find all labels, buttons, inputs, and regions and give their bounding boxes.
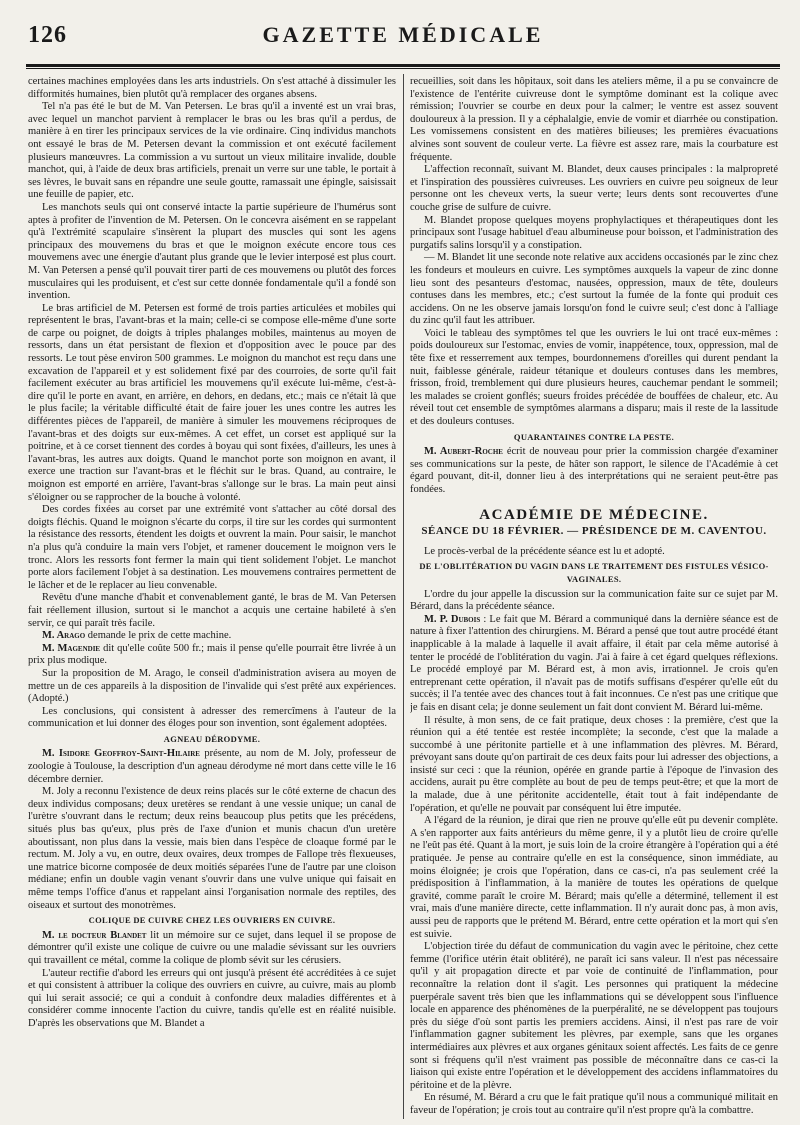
paragraph: Le procès-verbal de la précédente séance est lu et adopté. [424, 545, 665, 557]
paragraph [410, 446, 778, 496]
paragraph: Il résulte, à mon sens, de ce fait pratique, deux choses : la première, c'est que la réunion qui a été tentée est restée incomplète; la seconde, c'est que la malade a succombé à une péritonite partielle et à une inflammation des plèvres. M. Bérard, prévoyant sans doute qu'on partirait de ces deux faits pour lui adresser des objections, a insisté sur ceci : que la réunion, opérée en grande partie à l'époque de l'invasion des accidens, aurait pu être complète au bout de peu de temps peut-être; et que la mort de la malade, due à une péritonite accidentelle, était tout à fait indépendante de l'opération, et qu'elle ne pouvait par conséquent lui être imputée. [410, 714, 778, 814]
section-heading: AGNEAU DÉRODYME. [163, 733, 261, 744]
column-divider [403, 74, 404, 1119]
paragraph-text: dit qu'elle coûte 500 fr.; mais il pense qu'elle pourrait être livrée à un prix plus modique. [28, 642, 396, 667]
paragraph: L'auteur rectifie d'abord les erreurs qui ont jusqu'à présent été accréditées à ce sujet et qui consistent à attribuer la colique des ouvriers en cuivre, au cuivre, mais au plomb qui lui serait associé; ce qui a conduit à confondre deux maladies différentes et à considérer comme innocente l'action du cuivre, tandis qu'elle est en réalité nuisible. D'après les observations que M. Blandet a [28, 967, 396, 1029]
paragraph [28, 630, 396, 643]
paragraph: Les manchots seuls qui ont conservé intacte la partie supérieure de l'humérus sont aptes à profiter de l'invention de M. Petersen. On le concevra aisément en se rappelant qu'à l'extrémité scapulaire s'insèrent la plupart des muscles qui sont les agens principaux des mouvemens du bras et que le moignon exécute encore tous ces mouvemens avec une énergie d'autant plus grande que le levier interposé est plus court. M. Van Petersen a pensé qu'il pouvait tirer parti de ces mouvemens ou plutôt des forces musculaires qui les produisent, et c'est sur cette donnée fondamentale qu'il a fondé son invention. [28, 201, 396, 302]
paragraph [28, 930, 396, 968]
paragraph: En résumé, M. Bérard a cru que le fait pratique qu'il nous a communiqué militait en faveur de l'opération; je crois tout au contraire qu'il n'est propre qu'à la combattre. [410, 1092, 778, 1116]
paragraph: A l'égard de la réunion, je dirai que rien ne prouve qu'elle eût pu devenir complète. A s'en rapporter aux faits antérieurs du même genre, il y a plutôt lieu de croire qu'elle ne l'eût pas été. Quant à la mort, je suis loin de la croire étrangère à l'opération qui a été pratiquée. Je pense au contraire qu'elle en est la conséquence, sinon immédiate, au moins éloignée; je crois que l'opération, dans ce cas-ci, n'a pas seulement créé la prédisposition à l'inflammation, à la manière de toutes les opérations de quelque gravité, comme paraît le croire M. Bérard; mais qu'elle a déterminé, tellement il est vrai, mais d'une manière directe, cette inflammation. Il n'y aurait donc pas, à mon avis, aussi peu de rapports que le prétend M. Bérard, entre cette opération et la mort qui s'en est suivie. [410, 815, 778, 940]
header-rule-thin [26, 68, 780, 69]
journal-title: GAZETTE MÉDICALE [262, 22, 544, 47]
academy-heading: ACADÉMIE DE MÉDECINE. [479, 506, 709, 523]
speaker-name: M. Magendie [42, 642, 101, 654]
paragraph [28, 748, 396, 786]
speaker-name: M. Arago [42, 630, 86, 642]
speaker-name: M. le docteur Blandet [42, 929, 147, 941]
paragraph: Sur la proposition de M. Arago, le conseil d'administration avisera au moyen de mettre un de ces appareils à la disposition de l'invalide qui s'est prêté aux expériences. (Adopté.) [28, 667, 396, 705]
section-heading: QUARANTAINES CONTRE LA PESTE. [513, 431, 675, 442]
paragraph: L'affection reconnaît, suivant M. Blandet, deux causes principales : la malpropreté et l'inspiration des poussières cuivreuses. Les ouvriers en cuivre peu soigneux de leur personne ont les cheveux verts, la sueur verte; leurs dents sont recouvertes d'une couche grise de sulfure de cuivre. [410, 164, 778, 213]
left-column [28, 76, 396, 1116]
paragraph: — M. Blandet lit une seconde note relative aux accidens occasionés par le zinc chez les fondeurs et mouleurs en cuivre. Les symptômes auxquels la vapeur de zinc donne lieu sont des pesanteurs d'estomac, nausées, oppression, maux de tête, douleurs contuses dans les membres, etc.; c'est surtout la fumée de la fonte qui produit ces accidens. On ne les observe jamais lorsqu'on fond le cuivre seul; c'est donc à l'alliage du zinc qu'il faut les attribuer. [410, 252, 778, 327]
speaker-name: M. Aubert-Roche [424, 446, 503, 458]
paragraph: L'ordre du jour appelle la discussion sur la communication faite sur ce sujet par M. Bérard, dans la précédente séance. [410, 588, 778, 613]
paragraph [28, 643, 396, 668]
right-column [410, 76, 778, 1116]
paragraph: recueillies, soit dans les hôpitaux, soit dans les ateliers même, il a pu se convaincre de l'existence de l'entérite cuivreuse dont le symptôme dominant est la colique avec rémission; l'ouvrier se courbe en deux pour la calmer; le ventre est assez souvent douloureux à la pression. Il y a céphalalgie, envie de vomir et diarrhée ou constipation. Les vomissemens consistent en des matières bilieuses; les premières évacuations alvines sont souvent de couleur verte. La fièvre est assez rare, mais la courbature est fréquente. [410, 76, 778, 163]
paragraph: L'objection tirée du défaut de communication du vagin avec le péritoine, chez cette femme (l'orifice utérin était oblitéré), ne paraît ici sans valeur. Il n'est pas nécessaire qu'il y ait propagation directe et par voie de continuité de l'inflammation, pour reconnaître la relation dont il s'agit. Les personnes qui pratiquent la médecine puerpérale savent très bien que les inflammations qui se développent sous l'influence locale en apparence des phénomènes de la puerpéralité, ne se développent pas toujours près du siége d'où sont partis les premiers accidens. Ainsi, il n'est pas rare de voir l'inflammation gagner subitement les plèvres, par exemple, sans que les organes intermédiaires aux plèvres et aux organes génitaux soient affectés. Les faits de ce genre sont si fréquens qu'il n'est vraiment pas possible de méconnaître dans ce cas-ci la liaison qui existe entre l'opération et le développement des accidens inflammatoires du péritoine et de la plèvre. [410, 941, 778, 1091]
paragraph: M. Joly a reconnu l'existence de deux reins placés sur le côté externe de chacun des deux individus composans; deux uretères se rendant à une vessie unique; un canal de l'urètre s'ouvrant dans le rectum; deux reins beaucoup plus petits que les précédens, situés plus bas qu'eux, plus près de l'axe d'union et munis chacun d'un uretère aboutissant, non plus dans la vessie, mais bien dans l'espèce de cloaque formé par le rectum. M. Joly a vu, en outre, deux ovaires, deux trompes de Fallope très flexueuses, une matrice bicorne composée de deux moitiés séparées l'une de l'autre par une cloison médiane; enfin un double vagin venant s'ouvrir dans une vulve unique qui faisait en même temps l'office d'anus et rappelant ainsi l'organisation normale des reptiles, des oiseaux et surtout des monotrèmes. [28, 786, 396, 911]
section-heading: DE L'OBLITÉRATION DU VAGIN DANS LE TRAITEMENT DES FISTULES VÉSICO-VAGINALES. [419, 561, 769, 584]
paragraph-text: lit un mémoire sur ce sujet, dans lequel il se propose de démontrer qu'il existe une colique de cuivre ou une maladie sévissant sur les ouvriers qui travaillent ce métal, comme la colique de plomb sévit sur les cérusiers. [28, 929, 396, 966]
paragraph: certaines machines employées dans les arts industriels. On s'est attaché à dissimuler les difformités humaines, bien plutôt qu'à remplacer des organes absens. [28, 76, 396, 100]
paragraph [410, 614, 778, 715]
paragraph: M. Blandet propose quelques moyens prophylactiques et thérapeutiques dont les principaux sont l'usage habituel d'eau albumineuse pour boisson, et l'administration des purgatifs salins lorsqu'il y a constipation. [410, 214, 778, 251]
paragraph-text: : Le fait que M. Bérard a communiqué dans la dernière séance est de nature à fixer l'attention des chirurgiens. M. Bérard a pensé que tout autre procédé étant inapplicable à la malade à laquelle il avait affaire, il était par cela même autorisé à tenter le procédé de l'oblitération du vagin. J'ai à faire à cet égard quelques réflexions. Le procédé employé par M. Bérard est, à mon avis, irrationnel. Je crois qu'en entreprenant cette opération, il n'avait pas de motifs suffisans d'espérer qu'elle eût du succès; il l'a tentée avec des chances tout à fait inconnues. Ce n'est pas une critique que je fais en disant cela; je donne seulement un fait dont convient M. Bérard lui-même. [410, 613, 778, 713]
paragraph: Tel n'a pas été le but de M. Van Petersen. Le bras qu'il a inventé est un vrai bras, avec lequel un manchot parvient à remplacer le bras ou les bras qu'il a perdus, de manière à en tirer les principaux services de la vie ordinaire. Cinq individus manchots ont essayé le bras de M. Petersen devant la commission et ont exécuté facilement plusieurs manœuvres. La commission a vu surtout un vieux militaire invalide, double manchot, qui, à l'aide de deux bras artificiels, prenait un verre sur une table, le portait à ses lèvres, le buvait sans en répandre une seule goutte, ramassait une épingle, saisissait une feuille de papier, etc. [28, 101, 396, 201]
paragraph: Revêtu d'une manche d'habit et convenablement ganté, le bras de M. Van Petersen fait réellement illusion, surtout si le manchot a acquis une certaine habileté à s'en servir, ce qui paraît très facile. [28, 592, 396, 629]
paragraph-text: présente, au nom de M. Joly, professeur de zoologie à Toulouse, la description d'un agneau dérodyme né mort dans cette ville le 16 décembre dernier. [28, 748, 396, 785]
page-number: 126 [28, 22, 67, 48]
section-heading: COLIQUE DE CUIVRE CHEZ LES OUVRIERS EN CUIVRE. [88, 915, 336, 926]
seance-heading: SÉANCE DU 18 FÉVRIER. — PRÉSIDENCE DE M. CAVENTOU. [421, 525, 767, 538]
paragraph: Voici le tableau des symptômes tel que les ouvriers le lui ont tracé eux-mêmes : poids douloureux sur l'estomac, envies de vomir, inappétence, toux, oppression, mal de tête fixe et resserrement aux tempes, bourdonnemens d'oreilles qui durent pendant la nuit, faiblesse générale, raideur tétanique et douleurs contuses dans les membres, frisson, froid, tremblement qui dure plusieurs heures, cauchemar pendant le sommeil; les malades se croient gonflés; sueurs froides précédée de bouffées de chaleur, etc. Au réveil tout cet ensemble de symptômes alarmans a disparu; mais il reste de la lassitude et des douleurs contuses. [410, 327, 778, 428]
speaker-name: M. P. Dubois [424, 613, 481, 625]
header-rule [26, 64, 780, 67]
page-header [28, 22, 778, 56]
paragraph: Des cordes fixées au corset par une extrémité vont s'attacher au côté dorsal des doigts fléchis. Quand le moignon s'écarte du corps, il tire sur les cordes qui surmontent la résistance des ressorts, étendent les doigts et ouvrent la main. Pour saisir, le manchot n'a plus qu'à conduire la main vers l'objet, et ramener doucement le moignon vers le tronc. Alors les ressorts font fermer la main qui tient solidement l'objet. Le manchot porte alors facilement l'objet à sa destination. Les mouvemens contraires permettent de le lâcher et de le replacer au lieu convenable. [28, 504, 396, 591]
paragraph-text: demande le prix de cette machine. [85, 630, 232, 642]
speaker-name: M. Isidore Geoffroy-Saint-Hilaire [42, 748, 200, 760]
paragraph-text: écrit de nouveau pour prier la commission chargée d'examiner ses communications sur la peste, de hâter son rapport, le silence de l'Académie à cet égard pouvant, dit-il, donner lieu à des interprétations qui ne seraient peut-être pas fondées. [410, 446, 778, 495]
paragraph: Le bras artificiel de M. Petersen est formé de trois parties articulées et mobiles qui représentent le bras, l'avant-bras et la main; celle-ci se compose elle-même d'une sorte de carpe ou poignet, de doigts à triples phalanges mobiles, maintenus au moyen de ressorts, dans un état persistant de flexion et d'opposition avec le pouce par des ressorts. Le tout pèse environ 500 grammes. Le moignon du manchot est reçu dans une excavation de l'appareil et y est solidement fixé par des courroies, de sorte qu'il fait facilement exécuter au bras artificiel les mouvemens qu'il exécute lui-même, c'est-à-dire qu'il le porte en avant, en arrière, en dehors, en dedans, etc.; mais ce n'était là que le plus facile; la véritable difficulté était de faire jouer les unes contre les autres les différentes pièces de l'appareil, de manière à simuler les mouvemens réciproques de l'avant-bras et des doigts sur eux-mêmes. A cet effet, un corset est appliqué sur la poitrine, et à ce corset tiennent des cordes à boyau qui sont fixées, d'ailleurs, les unes à l'avant-bras, les autres aux doigts. Quand le manchot porte son moignon en avant, il exerce une traction sur l'avant-bras et le fléchit sur le bras. Quand, au contraire, le moignon est emporté en arrière, l'avant-bras s'allonge sur le bras. La main peut ainsi s'éloigner ou se rapprocher de la bouche à volonté. [28, 302, 396, 503]
paragraph: Les conclusions, qui consistent à adresser des remercîmens à l'auteur de la communication et lui donner des éloges pour son invention, sont également adoptées. [28, 705, 396, 730]
